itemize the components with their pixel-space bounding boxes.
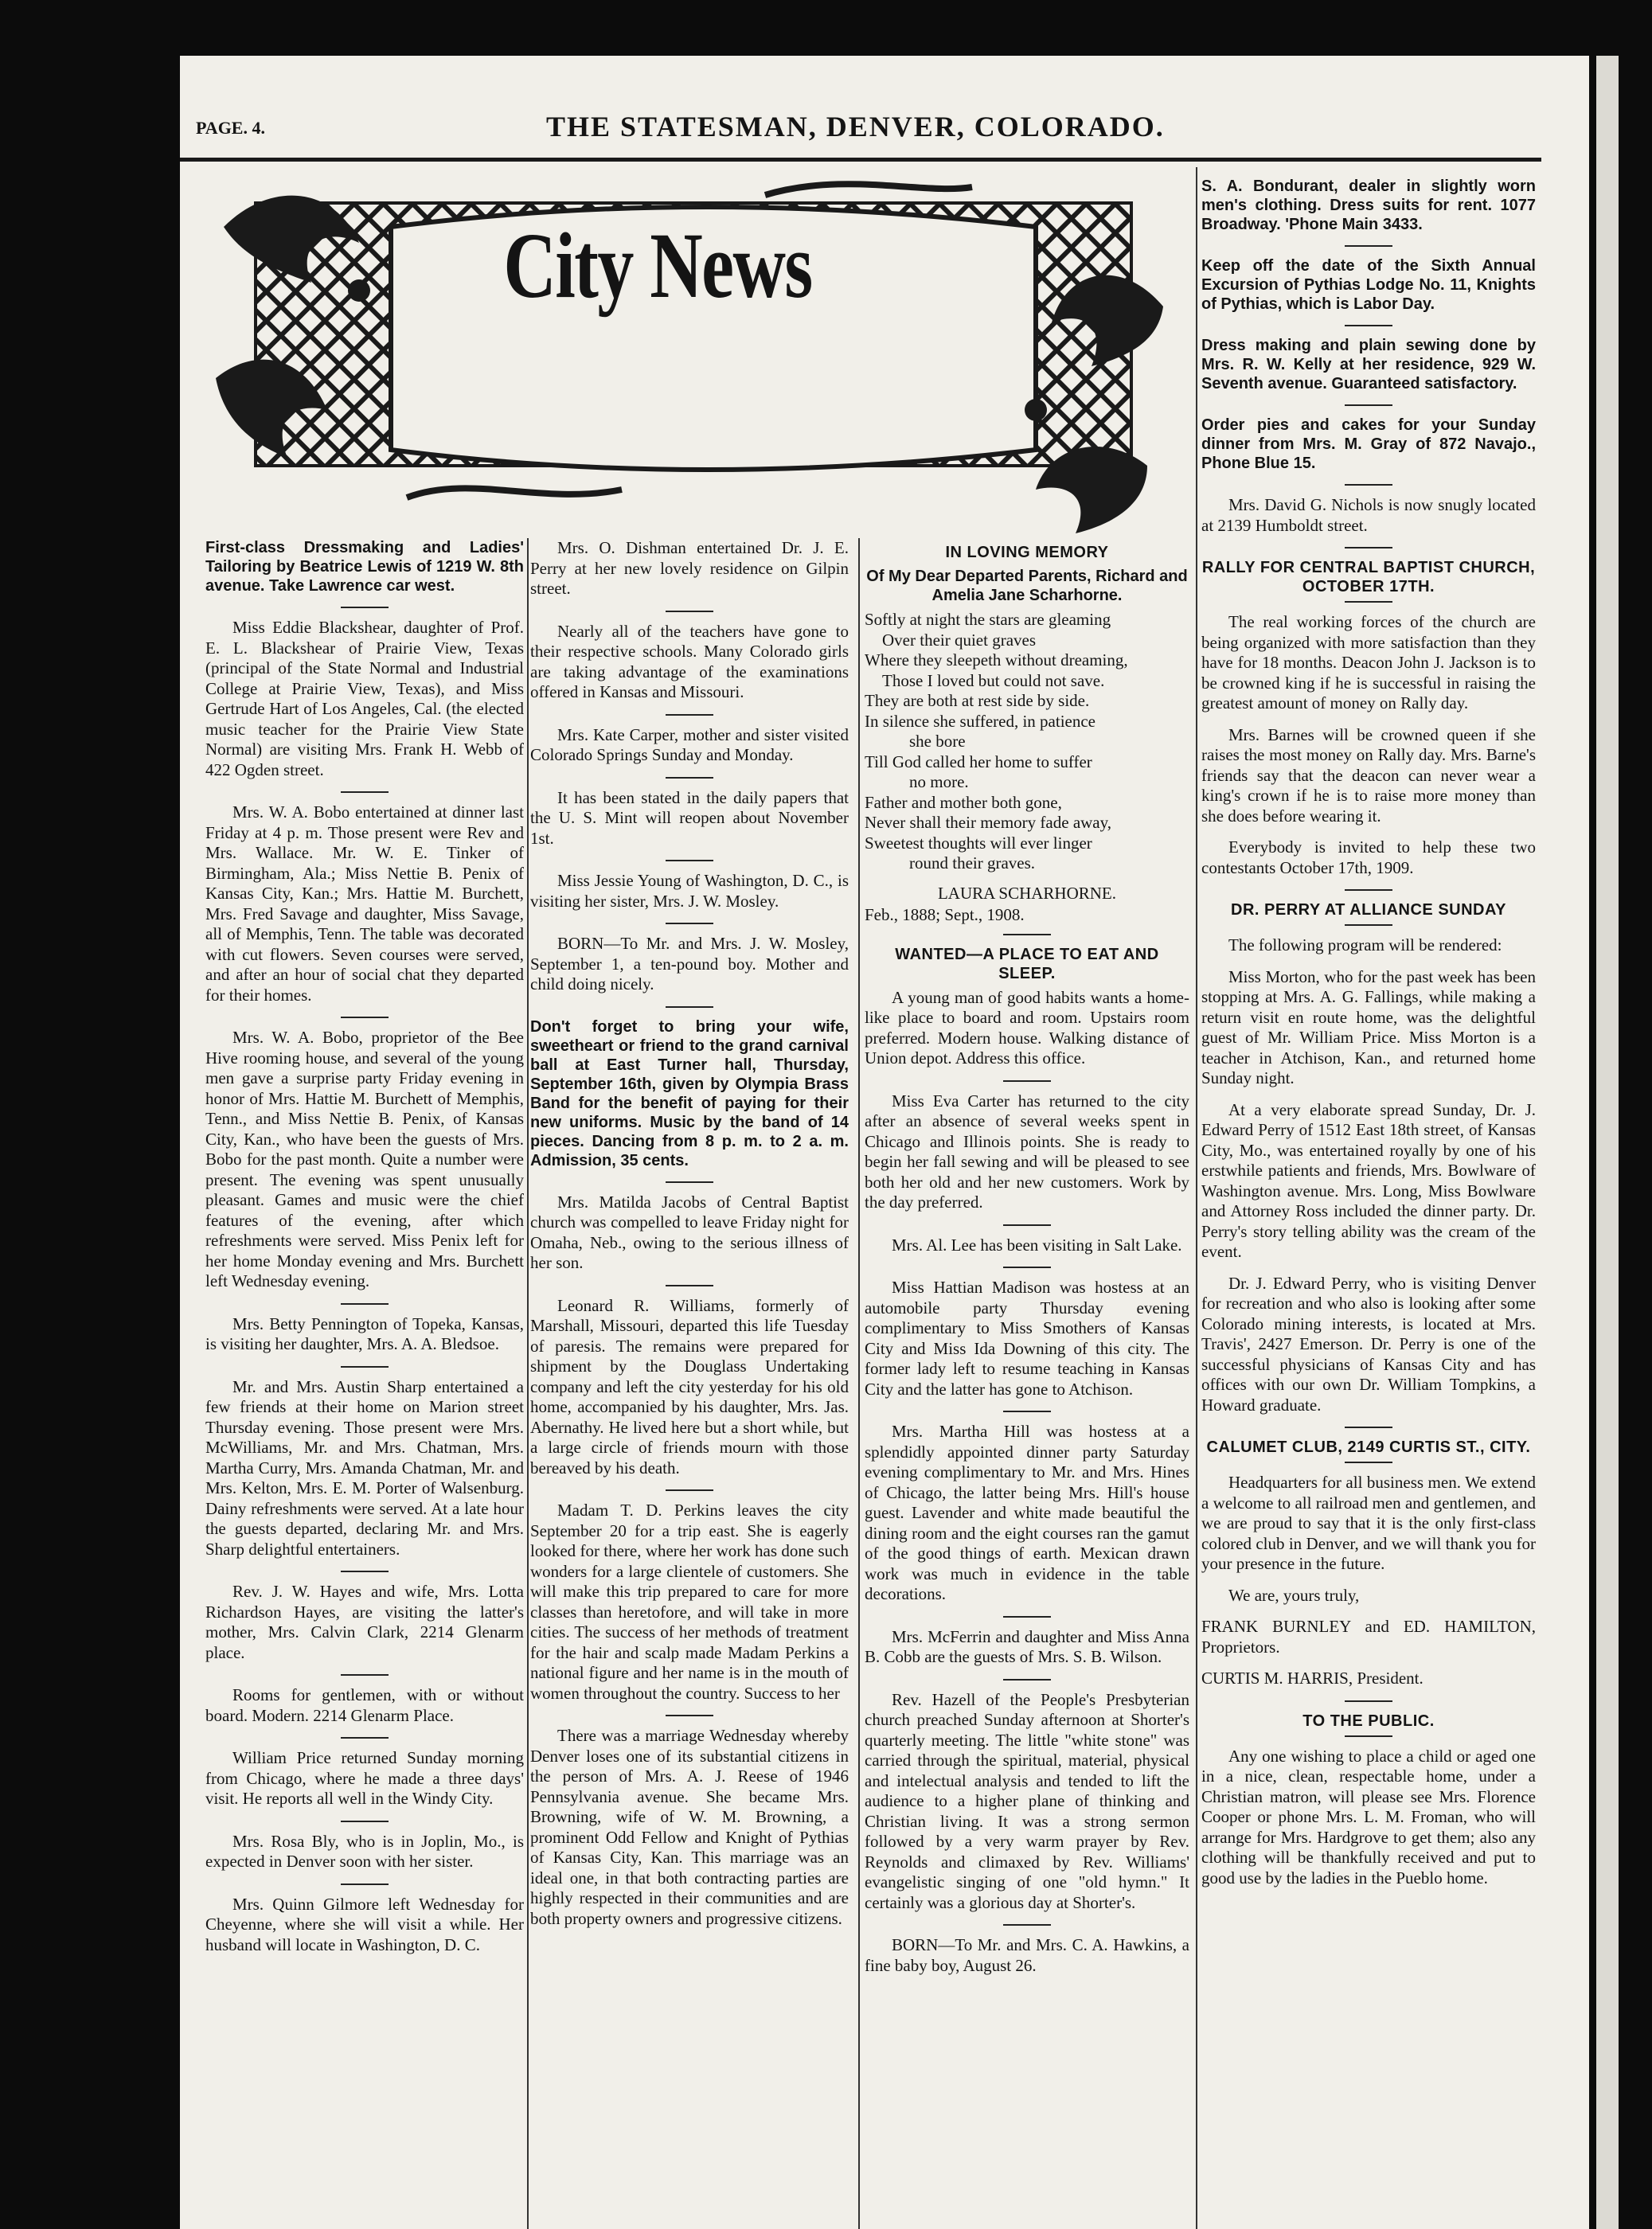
wanted-heading: WANTED—A PLACE TO EAT AND SLEEP.	[895, 945, 1159, 982]
news-item: BORN—To Mr. and Mrs. J. W. Mosley, September 1, a ten-pound boy. Mother and child doing nicely.	[530, 934, 849, 993]
news-item: Miss Eva Carter has returned to the city after an absence of several weeks spent in Chicago and Illinois points. She is ready to begin her fall sewing and will be pleased to see both her old and her new customers. Work by the day preferred.	[865, 1091, 1189, 1212]
public-heading: TO THE PUBLIC.	[1302, 1712, 1435, 1730]
poem-line: Never shall their memory fade away,	[865, 813, 1112, 832]
news-item: Mrs. Martha Hill was hostess at a splendidly appointed dinner party Saturday evening complimentary to Mr. and Mrs. Hines of Chicago, the latter being Mrs. Hill's house guest. Lavender and white made beautiful the dining room and the eight courses ran the gamut of the good things of earth. Mexican drawn work was much in evidence in the table decorations.	[865, 1422, 1189, 1603]
separator	[341, 1737, 389, 1739]
separator	[666, 860, 713, 861]
separator	[1003, 1080, 1051, 1082]
separator	[666, 714, 713, 716]
separator	[1003, 1411, 1051, 1412]
separator	[1345, 889, 1392, 891]
column-1	[205, 538, 524, 1966]
separator	[341, 1303, 389, 1305]
poem-line: Sweetest thoughts will ever linger	[865, 833, 1092, 853]
news-item: Mrs. Rosa Bly, who is in Joplin, Mo., is expected in Denver soon with her sister.	[205, 1831, 524, 1871]
poem-line: no more.	[909, 772, 969, 791]
separator	[1003, 934, 1051, 935]
separator	[1003, 1267, 1051, 1268]
news-item: There was a marriage Wednesday whereby Denver loses one of its substantial citizens in the person of Mrs. A. J. Reese of 1946 Pennsylvania avenue. She became Mrs. Browning, wife of W. M. Browning, a prominent Odd Fellow and Knight of Pythias of Kansas City, Kan. This marriage was an ideal one, in that both contracting parties are highly respected in their communities and are both property owners and progressive citizens.	[530, 1726, 849, 1928]
separator	[1003, 1679, 1051, 1681]
public-text: Any one wishing to place a child or aged one in a nice, clean, respectable home, under a Christian matron, will please see Mrs. Florence Cooper or phone Mrs. L. M. Froman, who will arrange for Mrs. Hardgrove to get them; also any clothing will be thankfully received and put to good use by the ladies in the Pueblo home.	[1201, 1746, 1536, 1887]
poem-line: she bore	[909, 732, 966, 751]
memory-dates: Feb., 1888; Sept., 1908.	[865, 905, 1025, 924]
separator	[1003, 1924, 1051, 1926]
separator	[666, 1285, 713, 1286]
news-item: Mr. and Mrs. Austin Sharp entertained a few friends at their home on Marion street Thursday evening. Those present were Mrs. McWilliams, Mr. and Mrs. Chatman, Mrs. Martha Curry, Mrs. Amanda Chatman, Mr. and Mrs. Kelton, Mrs. E. M. Porter of Walsenburg. Dainy refreshments were served. At a late hour the guests departed, declaring Mr. and Mrs. Sharp delightful entertainers.	[205, 1376, 524, 1559]
news-item: William Price returned Sunday morning from Chicago, where he made a three days' visit. He reports all well in the Windy City.	[205, 1748, 524, 1808]
news-item: Mrs. Kate Carper, mother and sister visited Colorado Springs Sunday and Monday.	[530, 724, 849, 764]
separator	[1345, 924, 1392, 926]
separator	[666, 923, 713, 924]
banner-title: City News	[503, 213, 812, 318]
news-item: Mrs. Barnes will be crowned queen if she raises the most money on Rally day. Mrs. Barne's friends say that the deacon can never wear a king's crown if he is to raise more money than she does before wearing it.	[1201, 724, 1536, 826]
column-rule	[1196, 167, 1197, 2229]
separator	[341, 1017, 389, 1018]
separator	[1345, 1700, 1392, 1702]
separator	[341, 1884, 389, 1885]
column-4	[1201, 177, 1536, 1899]
ad-item: Dress making and plain sewing done by Mrs. R. W. Kelly at her residence, 929 W. Seventh avenue. Guaranteed satisfactory.	[1201, 337, 1536, 392]
ad-item: Order pies and cakes for your Sunday dinner from Mrs. M. Gray of 872 Navajo., Phone Blue 15.	[1201, 416, 1536, 472]
signature-line: CURTIS M. HARRIS, President.	[1201, 1669, 1424, 1688]
news-item: Miss Jessie Young of Washington, D. C., is visiting her sister, Mrs. J. W. Mosley.	[530, 871, 849, 911]
separator	[341, 1674, 389, 1676]
separator	[1345, 245, 1392, 247]
memory-subheading: Of My Dear Departed Parents, Richard and Amelia Jane Scharhorne.	[866, 568, 1188, 604]
news-item: Mrs. Al. Lee has been visiting in Salt Lake.	[892, 1235, 1182, 1255]
news-item: Miss Hattian Madison was hostess at an automobile party Thursday evening complimentary to Miss Smothers of Kansas City and Miss Ida Downing of this city. The former lady left to resume teaching in Kansas City and the latter has gone to Atchison.	[865, 1278, 1189, 1399]
column-3-items	[865, 988, 1189, 1977]
news-item: Leonard R. Williams, formerly of Marshall, Missouri, departed this life Tuesday of paresis. The remains were prepared for shipment by the Douglass Undertaking company and left the city yesterday for his old home, accompanied by his daughter, Mrs. Jas. Abernathy. He lived here but a short while, but a large circle of friends mourn with those bereaved by his death.	[530, 1295, 849, 1478]
news-item: Everybody is invited to help these two contestants October 17th, 1909.	[1201, 837, 1536, 877]
news-item: The real working forces of the church are being organized with more satisfaction than they have for 18 months. Deacon John J. Jackson is to be crowned king if he is successful in raising the greatest amount of money on Rally day.	[1201, 612, 1536, 712]
separator	[1345, 1427, 1392, 1428]
news-item: Mrs. O. Dishman entertained Dr. J. E. Perry at her new lovely residence on Gilpin street.	[530, 538, 849, 598]
column-3	[865, 538, 1189, 1987]
rally-items	[1201, 612, 1536, 878]
poem-line: Those I loved but could not save.	[882, 670, 1105, 690]
separator	[341, 607, 389, 608]
separator	[341, 1821, 389, 1822]
separator	[1345, 404, 1392, 406]
poem-line: Where they sleepeth without dreaming,	[865, 650, 1128, 669]
news-item: Don't forget to bring your wife, sweetheart or friend to the grand carnival ball at East Turner hall, Thursday, September 16th, given by Olympia Brass Band for the benefit of paying for their new uniforms. Music by the band of 14 pieces. Dancing from 8 p. m. to 2 a. m. Admission, 35 cents.	[530, 1017, 849, 1169]
poem-line: In silence she suffered, in patience	[865, 711, 1095, 731]
separator	[1345, 484, 1392, 486]
separator	[1345, 1462, 1392, 1463]
memory-heading: IN LOVING MEMORY	[945, 544, 1109, 561]
news-item: Miss Eddie Blackshear, daughter of Prof. E. L. Blackshear of Prairie View, Texas (principal of the State Normal and Industrial College at Prairie View, Texas), and Miss Gertrude Hart of Los Angeles, Cal. (the elected music teacher for the Prairie View State Normal) are visiting Mrs. Frank H. Webb of 422 Ogden street.	[205, 618, 524, 779]
news-item: Rev. J. W. Hayes and wife, Mrs. Lotta Richardson Hayes, are visiting the latter's mother, Mrs. Calvin Clark, 2214 Glenarm place.	[205, 1582, 524, 1662]
poem-line: They are both at rest side by side.	[865, 691, 1090, 710]
separator	[1345, 325, 1392, 326]
page-edge	[1596, 56, 1619, 2229]
masthead-rule	[180, 158, 1541, 162]
news-item: Miss Morton, who for the past week has been stopping at Mrs. A. G. Fallings, while making a return visit en route home, was the delightful guest of Mr. William Price. Miss Morton is a teacher in Atchison, Kan., and returned home Sunday night.	[1201, 966, 1536, 1087]
separator	[666, 1181, 713, 1183]
news-item: Mrs. Quinn Gilmore left Wednesday for Cheyenne, where she will visit a while. Her husband will locate in Washington, D. C.	[205, 1894, 524, 1954]
perry-heading: DR. PERRY AT ALLIANCE SUNDAY	[1231, 901, 1506, 919]
separator	[666, 1006, 713, 1008]
separator	[1345, 1735, 1392, 1737]
news-item: Rooms for gentlemen, with or without board. Modern. 2214 Glenarm Place.	[205, 1685, 524, 1725]
memory-signature: LAURA SCHARHORNE.	[937, 883, 1117, 903]
news-item: Mrs. McFerrin and daughter and Miss Anna B. Cobb are the guests of Mrs. S. B. Wilson.	[865, 1626, 1189, 1666]
separator	[1003, 1616, 1051, 1618]
news-item: A young man of good habits wants a home-like place to board and room. Upstairs room preferred. Modern house. Walking distance of Union depot. Address this office.	[865, 987, 1189, 1068]
news-item: Mrs. Matilda Jacobs of Central Baptist church was compelled to leave Friday night for Omaha, Neb., owing to the serious illness of her son.	[530, 1192, 849, 1272]
news-item: Rev. Hazell of the People's Presbyterian church preached Sunday afternoon at Shorter's quarterly meeting. The little "white stone" was carried through the spiritual, material, physical and intelectual analysis and tended to lift the audience to a higher plane of thinking and Christian living. It was a strong sermon followed by a very warm prayer by Rev. Reynolds and climaxed by Rev. Williams' evangelistic singing of one "old hymn." It certainly was a glorious day at Shorter's.	[865, 1689, 1189, 1912]
news-item: At a very elaborate spread Sunday, Dr. J. Edward Perry of 1512 East 18th street, of Kansas City, Mo., was entertained royally by one of his erstwhile patients and friends, Mrs. Bowlware of Washington avenue. Mrs. Long, Miss Bowlware and Attorney Ross included the dinner party. Dr. Perry's story telling ability was the cream of the event.	[1201, 1099, 1536, 1261]
signature-line: FRANK BURNLEY and ED. HAMILTON, Proprietors.	[1201, 1617, 1536, 1657]
advertisements	[1201, 177, 1536, 486]
news-item: Dr. J. Edward Perry, who is visiting Denver for recreation and who also is looking after some Colorado mining interests, is located at Mrs. Travis', 2427 Emerson. Dr. Perry is one of the successful physicians of Kansas City and has offices with our own Dr. William Tompkins, a Howard graduate.	[1201, 1273, 1536, 1415]
poem-line: Over their quiet graves	[882, 630, 1037, 650]
column-2	[530, 538, 849, 1940]
news-item: Mrs. W. A. Bobo, proprietor of the Bee Hive rooming house, and several of the young men gave a surprise party Friday evening in honor of Mrs. Hattie M. Burchett of Memphis, Tenn., and Miss Nettie B. Penix, of Kansas City, Kan., who have been the guests of Mrs. Bobo for the past month. Quite a number were present. The evening was spent unusually pleasant. Games and music were the chief features of the evening, after which refreshments were served. Miss Penix left for her home Monday evening and Mrs. Burchett left Wednesday evening.	[205, 1028, 524, 1290]
news-item: Madam T. D. Perkins leaves the city September 20 for a trip east. She is eagerly looked for there, where her work has done such wonders for a large clientele of customers. She will make this trip prepared to care for more classes than heretofore, and will take in more cities. The success of her methods of treatment for the hair and scalp made Madam Perkins a national figure and her name is in the mouth of women throughout the country. Success to her	[530, 1501, 849, 1703]
separator	[666, 777, 713, 779]
ad-item: Keep off the date of the Sixth Annual Excursion of Pythias Lodge No. 11, Knights of Pythias, which is Labor Day.	[1201, 257, 1536, 313]
separator	[341, 791, 389, 793]
perry-items	[1201, 935, 1536, 1415]
rally-heading: RALLY FOR CENTRAL BAPTIST CHURCH, OCTOBER 17TH.	[1201, 559, 1536, 595]
memory-poem	[865, 610, 1189, 874]
news-item: Mrs. Betty Pennington of Topeka, Kansas, is visiting her daughter, Mrs. A. A. Bledsoe.	[205, 1314, 524, 1353]
separator	[1003, 1224, 1051, 1226]
calumet-text: Headquarters for all business men. We extend a welcome to all railroad men and gentlemen, and we are proud to say that it is the only first-class colored club in Denver, and we will thank you for your presence in the future.	[1201, 1473, 1536, 1573]
news-item: First-class Dressmaking and Ladies' Tailoring by Beatrice Lewis of 1219 W. 8th avenue. Take Lawrence car west.	[205, 539, 524, 595]
calumet-heading: CALUMET CLUB, 2149 CURTIS ST., CITY.	[1206, 1439, 1531, 1456]
separator	[341, 1571, 389, 1572]
news-item: It has been stated in the daily papers that the U. S. Mint will reopen about November 1st.	[530, 787, 849, 848]
separator	[666, 1715, 713, 1716]
separator	[666, 611, 713, 612]
separator	[1345, 547, 1392, 548]
poem-line: Till God called her home to suffer	[865, 751, 1092, 771]
poem-line: Father and mother both gone,	[865, 792, 1062, 812]
poem-line: round their graves.	[909, 853, 1036, 872]
page-number: PAGE. 4.	[196, 118, 265, 138]
separator	[341, 1366, 389, 1368]
news-item: Nearly all of the teachers have gone to their respective schools. Many Colorado girls are taking advantage of the examinations offered in Kansas and Missouri.	[530, 621, 849, 701]
newspaper-page	[180, 56, 1589, 2229]
calumet-signature	[1201, 1586, 1536, 1689]
news-item: The following program will be rendered:	[1228, 935, 1502, 954]
news-item: Mrs. W. A. Bobo entertained at dinner last Friday at 4 p. m. Those present were Rev and Mrs. Wallace. Mr. W. E. Tinker of Birmingham, Ala.; Miss Nettie B. Penix of Kansas City, Kan.; Mrs. Hattie M. Burchett, Mrs. Fred Savage and daughter, Miss Savage, all of Memphis, Tenn. The table was decorated with cut flowers. Seven courses were served, and after an hour of social chat they departed for their homes.	[205, 802, 524, 1005]
news-item: Mrs. David G. Nichols is now snugly located at 2139 Humboldt street.	[1201, 495, 1536, 535]
news-item: BORN—To Mr. and Mrs. C. A. Hawkins, a fine baby boy, August 26.	[865, 1935, 1189, 1975]
separator	[666, 1489, 713, 1491]
column-rule	[527, 538, 529, 2229]
signature-line: We are, yours truly,	[1228, 1585, 1360, 1605]
column-rule	[858, 538, 860, 2229]
poem-line: Softly at night the stars are gleaming	[865, 610, 1111, 629]
ad-item: S. A. Bondurant, dealer in slightly worn men's clothing. Dress suits for rent. 1077 Broadway. 'Phone Main 3433.	[1201, 178, 1536, 233]
separator	[1345, 601, 1392, 603]
newspaper-title: THE STATESMAN, DENVER, COLORADO.	[546, 111, 1165, 142]
